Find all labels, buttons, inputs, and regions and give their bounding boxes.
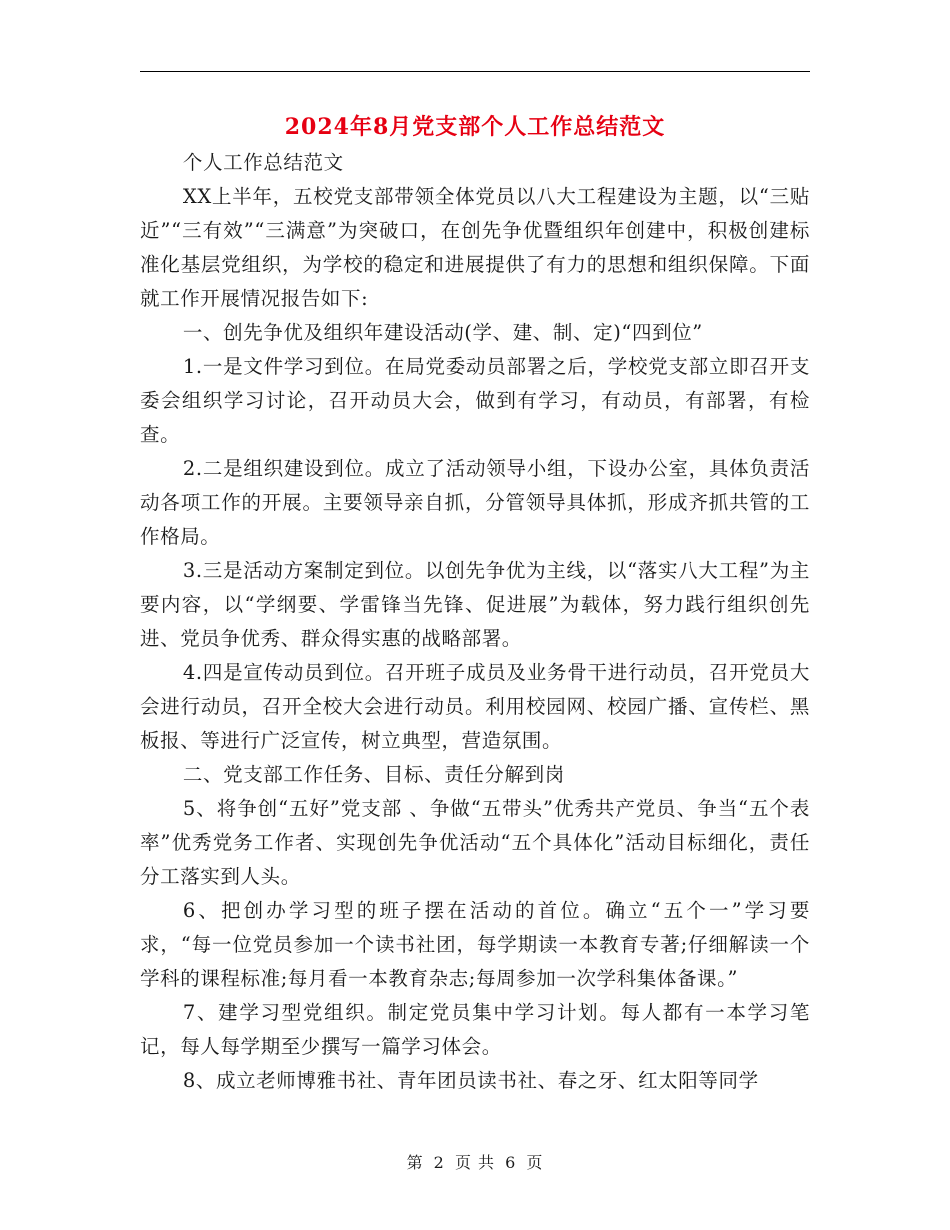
footer-middle: 页 共 (454, 1153, 496, 1172)
section-heading: 一、创先争优及组织年建设活动(学、建、制、定)“四到位” (182, 321, 703, 344)
footer-prefix: 第 (406, 1153, 424, 1172)
paragraph: 5、将争创“五好”党支部 、争做“五带头”优秀共产党员、争当“五个表率”优秀党务工作者、实现创先争优活动“五个具体化”活动目标细化，责任分工落实到人头。 (140, 797, 810, 888)
paragraph: XX上半年，五校党支部带领全体党员以八大工程建设为主题，以“三贴近”“三有效”“三满意”为突破口，在创先争优暨组织年创建中，积极创建标准化基层党组织，为学校的稳定和进展提供了有力的思想和组织保障。下面就工作开展情况报告如下: (140, 185, 810, 310)
paragraph: 6、把创办学习型的班子摆在活动的首位。确立“五个一”学习要求，“每一位党员参加一个读书社团，每学期读一本教育专著;仔细解读一个学科的课程标准;每月看一本教育杂志;每周参加一次学科集体备课。” (140, 899, 810, 990)
footer-suffix: 页 (526, 1153, 544, 1172)
current-page-number: 2 (433, 1153, 445, 1172)
total-page-count: 6 (505, 1153, 517, 1172)
paragraph: 4.四是宣传动员到位。召开班子成员及业务骨干进行动员，召开党员大会进行动员，召开全校大会进行动员。利用校园网、校园广播、宣传栏、黑板报、等进行广泛宣传，树立典型，营造氛围。 (140, 661, 810, 752)
paragraph: 3.三是活动方案制定到位。以创先争优为主线，以“落实八大工程”为主要内容，以“学纲要、学雷锋当先锋、促进展”为载体，努力践行组织创先进、党员争优秀、群众得实惠的战略部署。 (140, 559, 810, 650)
paragraph: 个人工作总结范文 (182, 151, 344, 174)
header-rule (140, 71, 810, 72)
page-footer (0, 1152, 950, 1174)
paragraph: 2.二是组织建设到位。成立了活动领导小组，下设办公室，具体负责活动各项工作的开展。主要领导亲自抓，分管领导具体抓，形成齐抓共管的工作格局。 (140, 457, 810, 548)
paragraph: 7、建学习型党组织。制定党员集中学习计划。每人都有一本学习笔记，每人每学期至少撰写一篇学习体会。 (140, 1001, 810, 1058)
paragraph: 8、成立老师博雅书社、青年团员读书社、春之牙、红太阳等同学 (182, 1069, 759, 1092)
document-body (140, 146, 810, 1098)
section-heading: 二、党支部工作任务、目标、责任分解到岗 (182, 763, 565, 786)
document-title: 2024年8月党支部个人工作总结范文 (284, 114, 666, 140)
paragraph: 1.一是文件学习到位。在局党委动员部署之后，学校党支部立即召开支委会组织学习讨论，召开动员大会，做到有学习，有动员，有部署，有检查。 (140, 355, 810, 446)
